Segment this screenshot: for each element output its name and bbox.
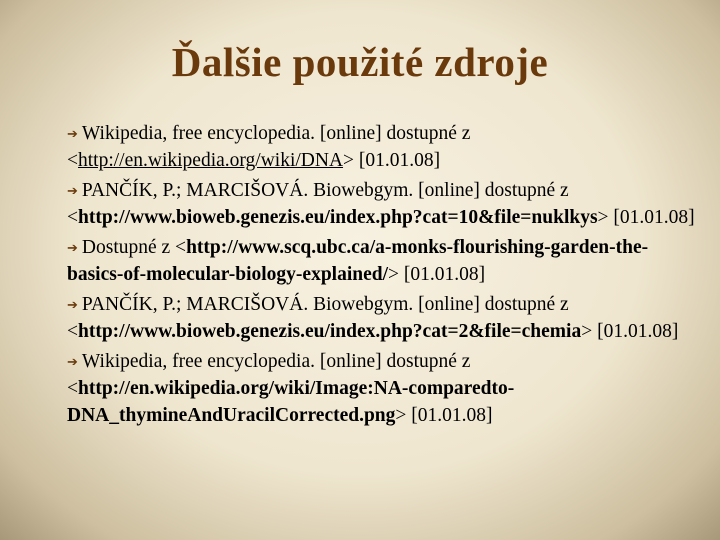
reference-link[interactable]: http://en.wikipedia.org/wiki/DNA: [78, 150, 344, 171]
reference-url: http://en.wikipedia.org/wiki/Image:NA-comparedto-DNA_thymineAndUracilCorrected.png: [67, 378, 515, 426]
reference-suffix: > [01.01.08]: [395, 405, 493, 426]
reference-prefix: Dostupné z <: [81, 237, 187, 258]
slide-title: Ďalšie použité zdroje: [171, 39, 549, 85]
references-list: [67, 120, 697, 432]
right-arrow-icon: ➔: [67, 183, 78, 198]
reference-item-4: [67, 291, 697, 345]
reference-suffix: > [01.01.08]: [581, 321, 679, 342]
reference-url: http://www.bioweb.genezis.eu/index.php?cat=2&file=chemia: [78, 321, 582, 342]
reference-prefix: Wikipedia, free encyclopedia. [online] dostupné z <: [67, 123, 471, 171]
reference-suffix: > [01.01.08]: [597, 207, 695, 228]
reference-suffix: > [01.01.08]: [388, 264, 486, 285]
reference-url: http://www.bioweb.genezis.eu/index.php?cat=10&file=nuklkys: [78, 207, 598, 228]
reference-suffix: > [01.01.08]: [343, 150, 441, 171]
reference-item-5: [67, 348, 697, 429]
right-arrow-icon: ➔: [67, 297, 78, 312]
reference-prefix: PANČÍK, P.; MARCIŠOVÁ. Biowebgym. [online] dostupné z <: [67, 294, 569, 342]
reference-item-3: [67, 234, 697, 288]
right-arrow-icon: ➔: [67, 354, 78, 369]
reference-item-2: [67, 177, 697, 231]
reference-url: http://www.scq.ubc.ca/a-monks-flourishing-garden-the-basics-of-molecular-biology-explained/: [67, 237, 649, 285]
reference-prefix: Wikipedia, free encyclopedia. [online] dostupné z <: [67, 351, 471, 399]
reference-prefix: PANČÍK, P.; MARCIŠOVÁ. Biowebgym. [online] dostupné z <: [67, 180, 569, 228]
right-arrow-icon: ➔: [67, 240, 78, 255]
right-arrow-icon: ➔: [67, 126, 78, 141]
reference-item-1: [67, 120, 697, 174]
